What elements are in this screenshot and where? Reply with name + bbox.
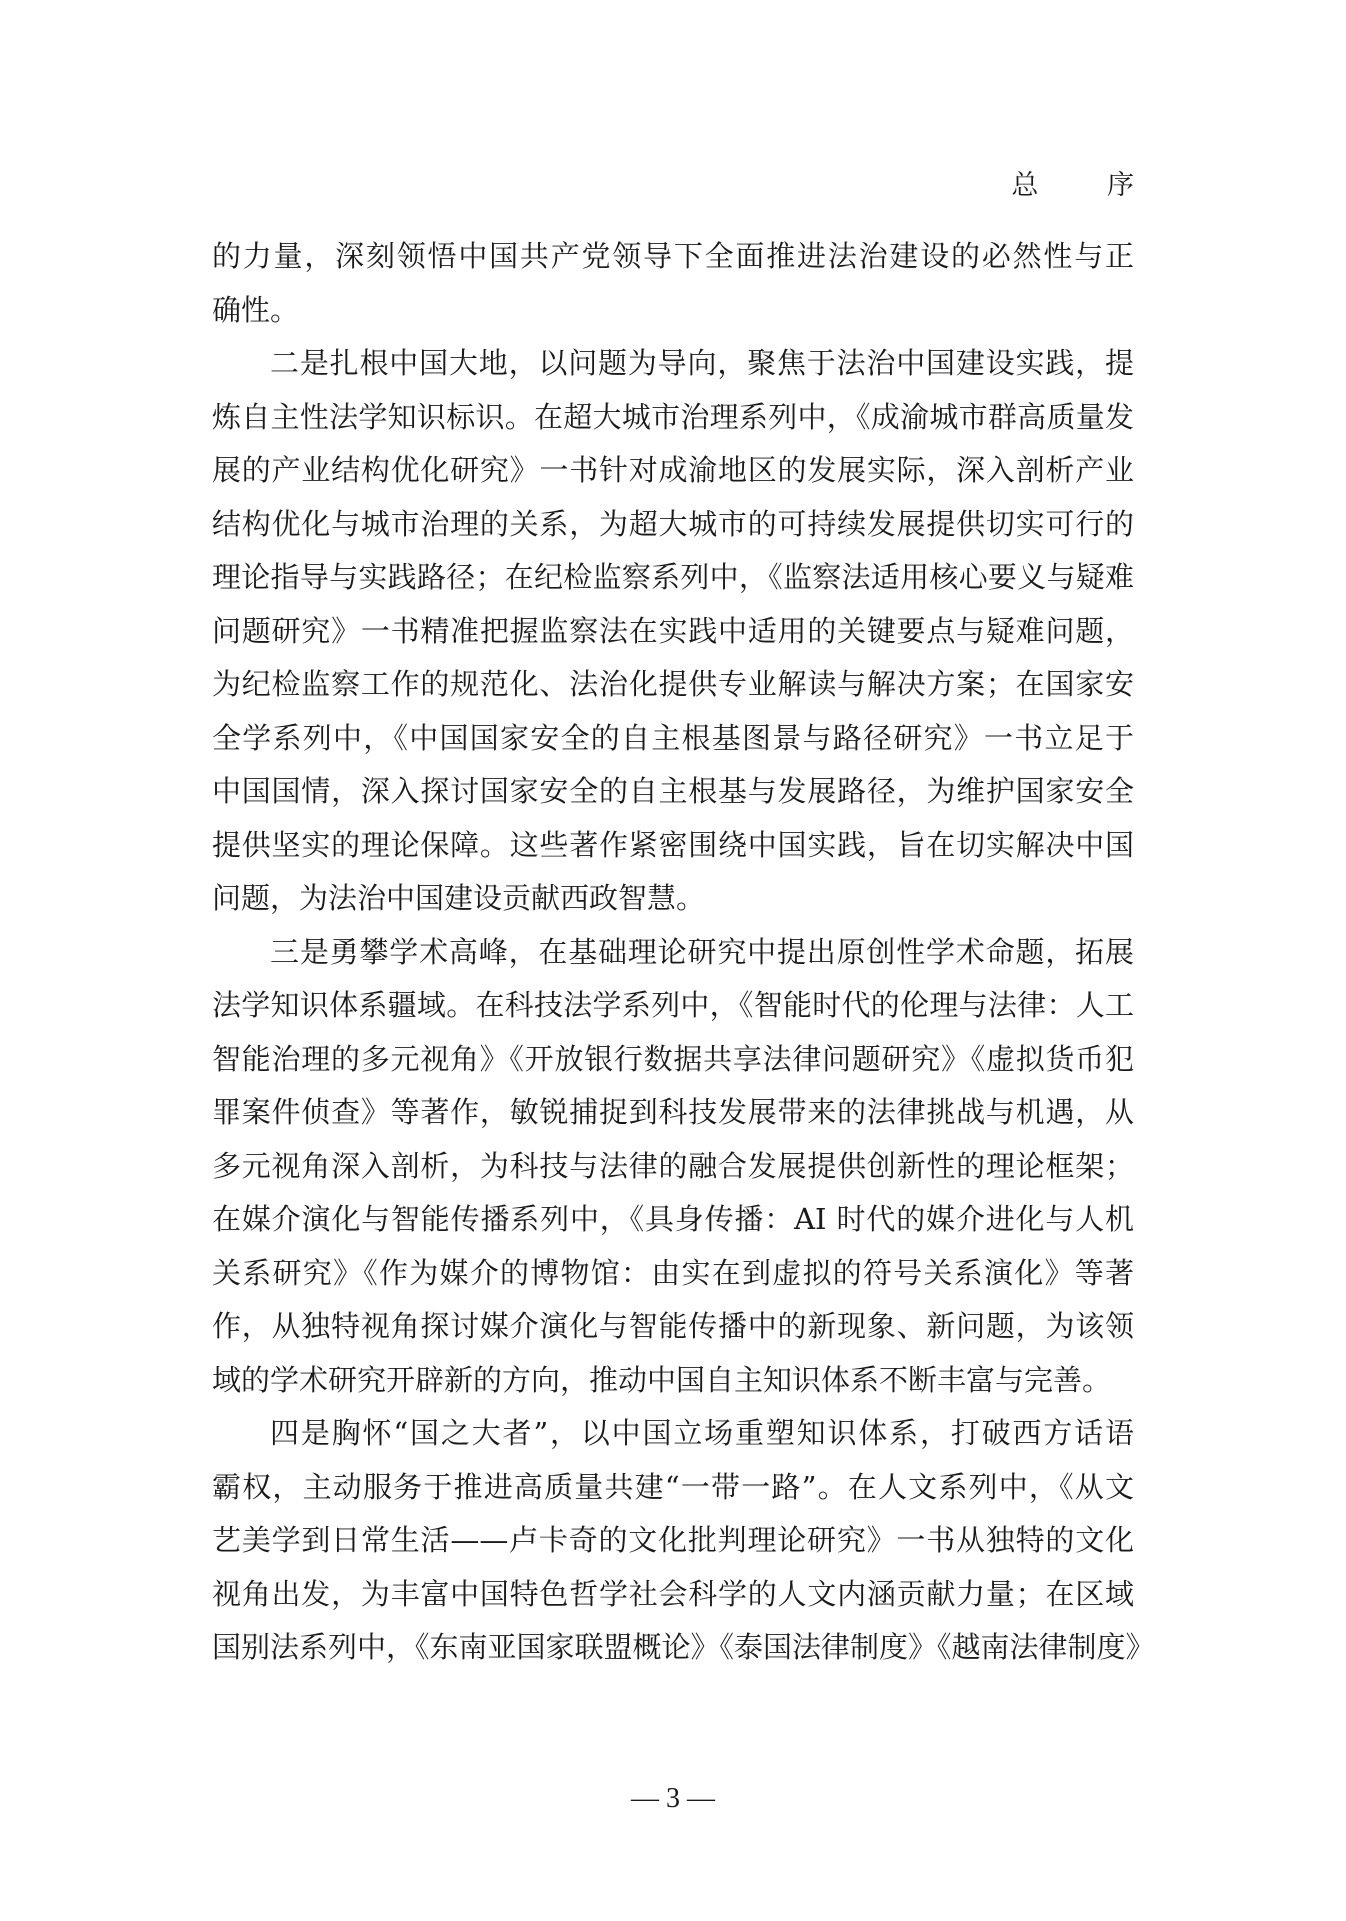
text-line: 全学系列中，《中国国家安全的自主根基图景与路径研究》一书立足于 [212,720,1134,755]
text-line: 智能治理的多元视角》《开放银行数据共享法律问题研究》《虚拟货币犯 [212,1041,1134,1076]
text-line: 四是胸怀“国之大者”，以中国立场重塑知识体系，打破西方话语 [270,1416,1134,1450]
text-line: 域的学术研究开辟新的方向，推动中国自主知识体系不断丰富与完善。 [212,1362,1112,1397]
text-line: 结构优化与城市治理的关系，为超大城市的可持续发展提供切实可行的 [212,506,1134,541]
text-line: 罪案件侦查》等著作，敏锐捕捉到科技发展带来的法律挑战与机遇，从 [212,1095,1134,1129]
text-line: 的力量，深刻领悟中国共产党领导下全面推进法治建设的必然性与正 [212,239,1134,273]
text-line: 理论指导与实践路径；在纪检监察系列中，《监察法适用核心要义与疑难 [212,560,1134,594]
text-line: 中国国情，深入探讨国家安全的自主根基与发展路径，为维护国家安全 [212,774,1134,808]
text-line: 作，从独特视角探讨媒介演化与智能传播中的新现象、新问题，为该领 [212,1309,1134,1343]
text-line: 多元视角深入剖析，为科技与法律的融合发展提供创新性的理论框架； [212,1148,1134,1183]
text-line: 国别法系列中，《东南亚国家联盟概论》《泰国法律制度》《越南法律制度》 [212,1630,1155,1664]
text-line: 问题，为法治中国建设贡献西政智慧。 [212,881,706,915]
text-line: 确性。 [212,292,300,327]
text-line: 为纪检监察工作的规范化、法治化提供专业解读与解决方案；在国家安 [212,667,1134,701]
text-line: 霸权，主动服务于推进高质量共建“一带一路”。在人文系列中，《从文 [212,1469,1134,1504]
text-line: 视角出发，为丰富中国特色哲学社会科学的人文内涵贡献力量；在区域 [212,1576,1134,1611]
text-line: 在媒介演化与智能传播系列中，《具身传播：AI 时代的媒介进化与人机 [212,1202,1134,1236]
text-line: 展的产业结构优化研究》一书针对成渝地区的发展实际，深入剖析产业 [212,453,1134,487]
page-number: — 3 — [631,1783,715,1814]
text-line: 炼自主性法学知识标识。在超大城市治理系列中，《成渝城市群高质量发 [212,399,1134,434]
body-text [212,230,1155,1675]
text-line: 三是勇攀学术高峰，在基础理论研究中提出原创性学术命题，拓展 [270,934,1134,969]
running-head: 总 序 [1011,170,1164,201]
text-line: 关系研究》《作为媒介的博物馆：由实在到虚拟的符号关系演化》等著 [212,1255,1134,1290]
text-line: 法学知识体系疆域。在科技法学系列中，《智能时代的伦理与法律：人工 [212,988,1134,1022]
text-line: 问题研究》一书精准把握监察法在实践中适用的关键要点与疑难问题， [212,613,1134,648]
text-line: 艺美学到日常生活——卢卡奇的文化批判理论研究》一书从独特的文化 [212,1523,1134,1557]
text-line: 提供坚实的理论保障。这些著作紧密围绕中国实践，旨在切实解决中国 [212,827,1134,862]
text-line: 二是扎根中国大地，以问题为导向，聚焦于法治中国建设实践，提 [270,346,1134,380]
